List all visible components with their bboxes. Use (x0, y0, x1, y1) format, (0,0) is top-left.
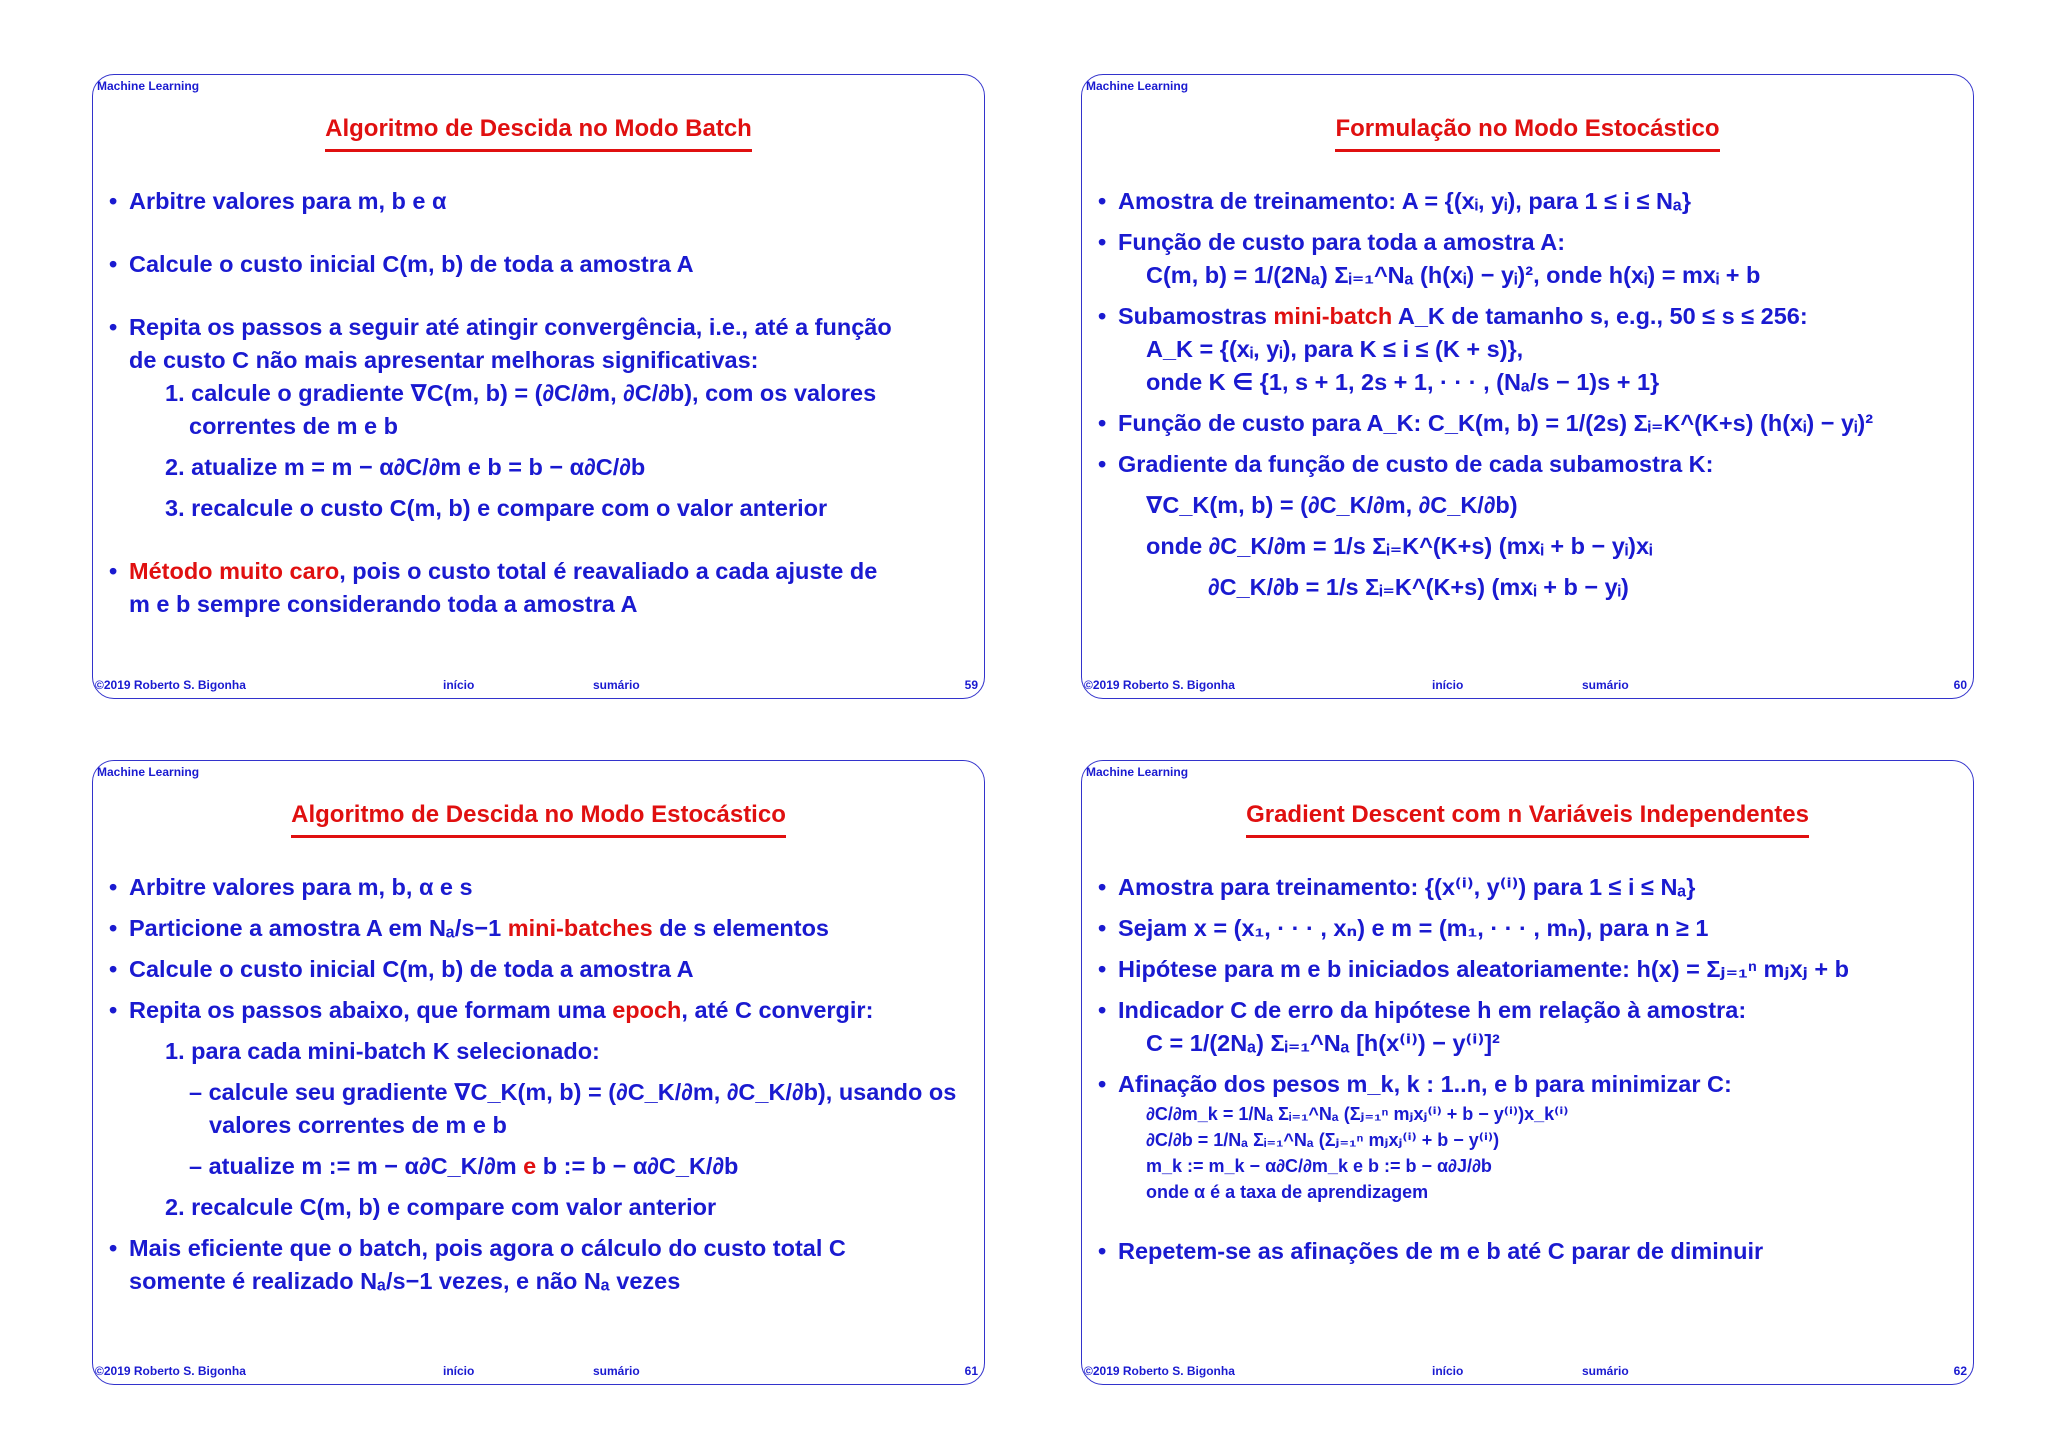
sumario-link[interactable]: sumário (1582, 678, 1629, 692)
slide-61 (92, 760, 985, 1385)
bullet: • Calcule o custo inicial C(m, b) de toda a amostra A (109, 248, 972, 281)
note: onde α é a taxa de aprendizagem (1146, 1182, 1429, 1202)
inicio-link[interactable]: início (1432, 678, 1464, 692)
bullet-continuation: somente é realizado Nₐ/s−1 vezes, e não Nₐ vezes (129, 1268, 681, 1294)
sub-step-text: – atualize m := m − α∂C_K/∂m (189, 1153, 524, 1179)
bullet-text: A_K de tamanho s, e.g., 50 ≤ s ≤ 256: (1392, 303, 1808, 329)
formula: C = 1/(2Nₐ) Σᵢ₌₁^Nₐ [h(x⁽ⁱ⁾) − y⁽ⁱ⁾]² (1146, 1030, 1500, 1056)
copyright: ©2019 Roberto S. Bigonha (1084, 1364, 1235, 1378)
bullet-text: , pois o custo total é reavaliado a cada ajuste de (339, 558, 878, 584)
slide-title-wrap (1082, 115, 1973, 152)
formula: onde ∂C_K/∂m = 1/s Σᵢ₌K^(K+s) (mxᵢ + b − yᵢ)xᵢ (1146, 533, 1653, 559)
slide-footer (1082, 678, 1973, 692)
bullet: • Função de custo para A_K: C_K(m, b) = 1/(2s) Σᵢ₌K^(K+s) (h(xᵢ) − yᵢ)² (1098, 407, 1961, 440)
page-number: 60 (1953, 678, 1967, 692)
bullet: • Calcule o custo inicial C(m, b) de toda a amostra A (109, 953, 972, 986)
slide-body (1098, 871, 1961, 1268)
sumario-link[interactable]: sumário (1582, 1364, 1629, 1378)
bullet (109, 555, 972, 588)
bullet-text: Particione a amostra A em Nₐ/s−1 (129, 915, 508, 941)
formula: m_k := m_k − α∂C/∂m_k e b := b − α∂J/∂b (1146, 1156, 1492, 1176)
formula: onde K ∈ {1, s + 1, 2s + 1, · · · , (Nₐ/s − 1)s + 1} (1146, 369, 1660, 395)
slide-body (109, 871, 972, 1298)
step-2: 2. atualize m = m − α∂C/∂m e b = b − α∂C/∂b (165, 454, 646, 480)
step-1: 1. para cada mini-batch K selecionado: (165, 1038, 600, 1064)
step-2: 2. recalcule C(m, b) e compare com valor anterior (165, 1194, 717, 1220)
page-number: 62 (1953, 1364, 1967, 1378)
bullet: • Arbitre valores para m, b e α (109, 185, 972, 218)
highlight-text: mini-batches (507, 915, 653, 941)
bullet: • Função de custo para toda a amostra A: (1098, 226, 1961, 259)
inicio-link[interactable]: início (1432, 1364, 1464, 1378)
slide-60 (1081, 74, 1974, 699)
bullet: • Indicador C de erro da hipótese h em relação à amostra: (1098, 994, 1961, 1027)
step-1: 1. calcule o gradiente ∇C(m, b) = (∂C/∂m, ∂C/∂b), com os valores (165, 380, 877, 406)
bullet (109, 912, 972, 945)
bullet: • Amostra para treinamento: {(x⁽ⁱ⁾, y⁽ⁱ⁾) para 1 ≤ i ≤ Nₐ} (1098, 871, 1961, 904)
copyright: ©2019 Roberto S. Bigonha (95, 678, 246, 692)
step-1-continuation: correntes de m e b (189, 413, 398, 439)
slide-title: Algoritmo de Descida no Modo Estocástico (291, 801, 786, 838)
page-number: 61 (964, 1364, 978, 1378)
bullet: • Repita os passos a seguir até atingir convergência, i.e., até a função (109, 311, 972, 344)
bullet (1098, 300, 1961, 333)
slide-title-wrap (93, 801, 984, 838)
sumario-link[interactable]: sumário (593, 1364, 640, 1378)
sumario-link[interactable]: sumário (593, 678, 640, 692)
sub-step (109, 1150, 972, 1183)
bullet-text: Subamostras (1118, 303, 1274, 329)
slide-header: Machine Learning (1086, 79, 1189, 93)
slide-title: Gradient Descent com n Variáveis Independentes (1246, 801, 1809, 838)
formula: A_K = {(xᵢ, yᵢ), para K ≤ i ≤ (K + s)}, (1146, 336, 1524, 362)
slide-header: Machine Learning (1086, 765, 1189, 779)
bullet: • Afinação dos pesos m_k, k : 1..n, e b para minimizar C: (1098, 1068, 1961, 1101)
slide-title: Algoritmo de Descida no Modo Batch (325, 115, 752, 152)
copyright: ©2019 Roberto S. Bigonha (1084, 678, 1235, 692)
bullet: • Sejam x = (x₁, · · · , xₙ) e m = (m₁, · · · , mₙ), para n ≥ 1 (1098, 912, 1961, 945)
formula: C(m, b) = 1/(2Nₐ) Σᵢ₌₁^Nₐ (h(xᵢ) − yᵢ)², onde h(xᵢ) = mxᵢ + b (1146, 262, 1761, 288)
slide-footer (1082, 1364, 1973, 1378)
slide-title: Formulação no Modo Estocástico (1335, 115, 1719, 152)
slide-header: Machine Learning (97, 765, 200, 779)
bullet: • Hipótese para m e b iniciados aleatoriamente: h(x) = Σⱼ₌₁ⁿ mⱼxⱼ + b (1098, 953, 1961, 986)
sub-step-continuation: valores correntes de m e b (209, 1112, 507, 1138)
highlight-text: epoch (612, 997, 682, 1023)
bullet-continuation: de custo C não mais apresentar melhoras significativas: (129, 347, 759, 373)
sub-step: – calcule seu gradiente ∇C_K(m, b) = (∂C_K/∂m, ∂C_K/∂b), usando os (189, 1079, 957, 1105)
highlight-text: Método muito caro (129, 558, 340, 584)
slide-footer (93, 678, 984, 692)
formula: ∇C_K(m, b) = (∂C_K/∂m, ∂C_K/∂b) (1146, 492, 1518, 518)
bullet-continuation: m e b sempre considerando toda a amostra A (129, 591, 638, 617)
sub-step-text: b := b − α∂C_K/∂b (536, 1153, 739, 1179)
highlight-text: e (523, 1153, 537, 1179)
slide-header: Machine Learning (97, 79, 200, 93)
copyright: ©2019 Roberto S. Bigonha (95, 1364, 246, 1378)
slide-body (1098, 185, 1961, 604)
slide-body (109, 185, 972, 621)
inicio-link[interactable]: início (443, 1364, 475, 1378)
slide-59 (92, 74, 985, 699)
bullet: • Gradiente da função de custo de cada subamostra K: (1098, 448, 1961, 481)
formula: ∂C_K/∂b = 1/s Σᵢ₌K^(K+s) (mxᵢ + b − yᵢ) (1208, 574, 1629, 600)
highlight-text: mini-batch (1273, 303, 1393, 329)
formula: ∂C/∂m_k = 1/Nₐ Σᵢ₌₁^Nₐ (Σⱼ₌₁ⁿ mⱼxⱼ⁽ⁱ⁾ + b − y⁽ⁱ⁾)x_k⁽ⁱ⁾ (1146, 1104, 1569, 1124)
bullet-text: Repita os passos abaixo, que formam uma (129, 997, 613, 1023)
formula: ∂C/∂b = 1/Nₐ Σᵢ₌₁^Nₐ (Σⱼ₌₁ⁿ mⱼxⱼ⁽ⁱ⁾ + b − y⁽ⁱ⁾) (1146, 1130, 1500, 1150)
slide-title-wrap (1082, 801, 1973, 838)
slide-title-wrap (93, 115, 984, 152)
bullet: • Mais eficiente que o batch, pois agora o cálculo do custo total C (109, 1232, 972, 1265)
bullet-text: , até C convergir: (681, 997, 874, 1023)
bullet: • Amostra de treinamento: A = {(xᵢ, yᵢ), para 1 ≤ i ≤ Nₐ} (1098, 185, 1961, 218)
inicio-link[interactable]: início (443, 678, 475, 692)
bullet-text: de s elementos (652, 915, 830, 941)
slide-62 (1081, 760, 1974, 1385)
page-number: 59 (964, 678, 978, 692)
bullet (109, 994, 972, 1027)
bullet: • Arbitre valores para m, b, α e s (109, 871, 972, 904)
slide-footer (93, 1364, 984, 1378)
step-3: 3. recalcule o custo C(m, b) e compare com o valor anterior (165, 495, 828, 521)
bullet: • Repetem-se as afinações de m e b até C parar de diminuir (1098, 1235, 1961, 1268)
